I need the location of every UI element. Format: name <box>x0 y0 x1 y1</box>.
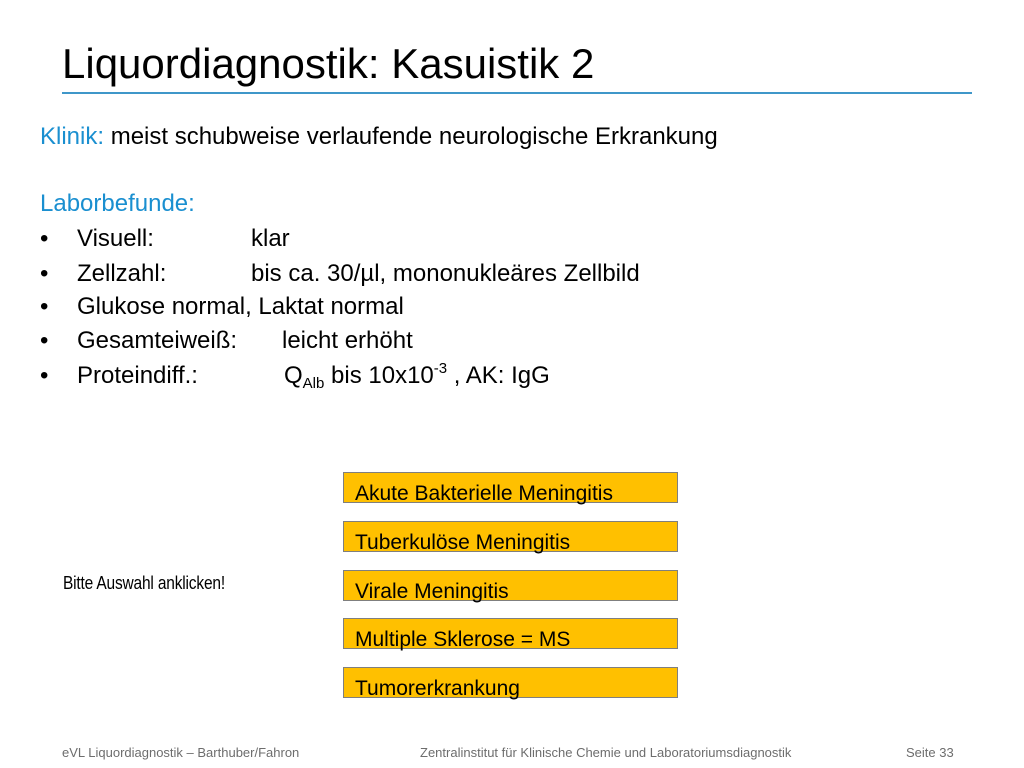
bullet-glyph: • <box>40 260 49 287</box>
bullet-glyph: • <box>40 293 49 320</box>
bullet-glyph: • <box>40 362 49 389</box>
footer-page-number: Seite 33 <box>906 745 954 760</box>
option-label: Akute Bakterielle Meningitis <box>355 482 613 505</box>
option-tumorerkrankung-button[interactable] <box>343 667 678 698</box>
antibody-text: , AK: IgG <box>447 362 550 389</box>
bullet-label: Gesamteiweiß: <box>77 327 238 354</box>
bullet-glyph: • <box>40 225 49 252</box>
option-tuberkuloese-meningitis-button[interactable] <box>343 521 678 552</box>
bullet-label: Zellzahl: <box>77 260 167 287</box>
q-subscript: Alb <box>302 375 325 392</box>
option-virale-meningitis-button[interactable] <box>343 570 678 601</box>
bullet-value: klar <box>251 225 290 252</box>
option-label: Virale Meningitis <box>355 580 509 603</box>
title-divider <box>62 92 972 94</box>
q-value: bis 10x10 <box>324 362 434 389</box>
klinik-line <box>40 122 718 152</box>
bullet-value: bis ca. 30/µl, mononukleäres Zellbild <box>251 260 640 287</box>
bullet-label: Glukose normal, Laktat normal <box>77 293 404 320</box>
laborbefunde-heading: Laborbefunde: <box>40 190 195 217</box>
bullet-label: Visuell: <box>77 225 154 252</box>
option-akute-bakterielle-meningitis-button[interactable] <box>343 472 678 503</box>
q-exponent: -3 <box>433 360 448 377</box>
selection-hint: Bitte Auswahl anklicken! <box>63 573 225 593</box>
q-symbol: Q <box>284 362 303 389</box>
slide-title: Liquordiagnostik: Kasuistik 2 <box>62 40 595 87</box>
bullet-value: leicht erhöht <box>282 327 413 354</box>
bullet-label: Proteindiff.: <box>77 362 198 389</box>
option-multiple-sklerose-button[interactable] <box>343 618 678 649</box>
option-label: Tuberkulöse Meningitis <box>355 531 571 554</box>
bullet-value <box>284 361 550 391</box>
option-label: Tumorerkrankung <box>355 677 520 700</box>
klinik-text: meist schubweise verlaufende neurologische Erkrankung <box>110 123 718 150</box>
footer-course-name: eVL Liquordiagnostik – Barthuber/Fahron <box>62 745 300 760</box>
option-label: Multiple Sklerose = MS <box>355 628 571 651</box>
footer-institute: Zentralinstitut für Klinische Chemie und Laboratoriumsdiagnostik <box>420 745 792 760</box>
bullet-glyph: • <box>40 327 49 354</box>
klinik-label: Klinik: <box>40 123 105 150</box>
